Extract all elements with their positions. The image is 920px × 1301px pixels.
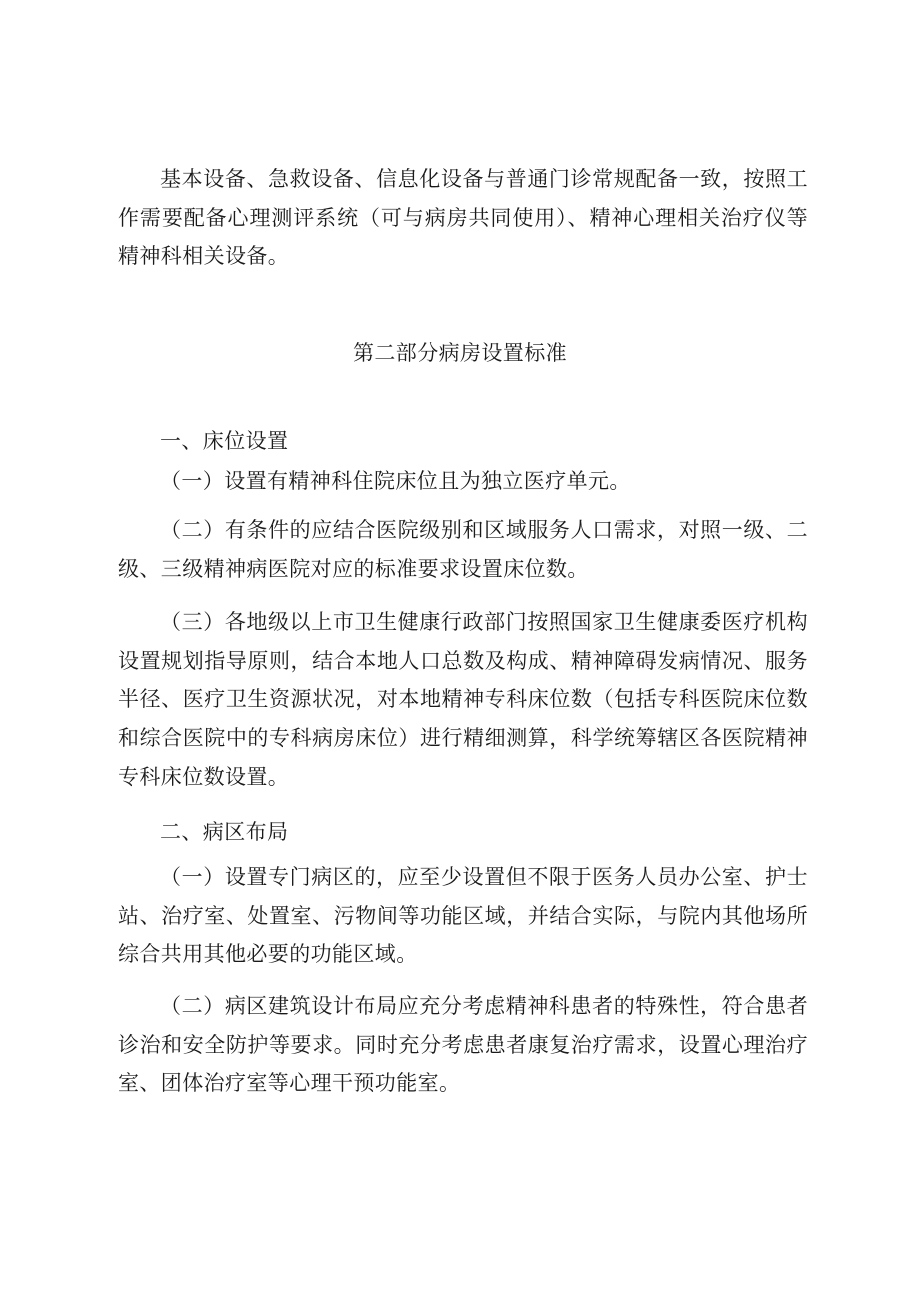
ward-item-2: （二）病区建筑设计布局应充分考虑精神科患者的特殊性，符合患者诊治和安全防护等要求。同时充分考虑患者康复治疗需求，设置心理治疗室、团体治疗室等心理干预功能室。 — [118, 994, 808, 1096]
part-title: 第二部分病房设置标准 — [353, 341, 567, 365]
section-heading-beds: 一、床位设置 — [160, 429, 289, 453]
section-heading-ward-layout: 二、病区布局 — [160, 820, 289, 844]
beds-item-3: （三）各地级以上市卫生健康行政部门按照国家卫生健康委医疗机构设置规划指导原则，结合本地人口总数及构成、精神障碍发病情况、服务半径、医疗卫生资源状况，对本地精神专科床位数（包括专科医院床位数和综合医院中的专科病房床位）进行精细测算，科学统筹辖区各医院精神专科床位数设置。 — [118, 610, 808, 789]
intro-paragraph: 基本设备、急救设备、信息化设备与普通门诊常规配备一致，按照工作需要配备心理测评系统（可与病房共同使用）、精神心理相关治疗仪等精神科相关设备。 — [118, 167, 808, 269]
beds-item-2: （二）有条件的应结合医院级别和区域服务人口需求，对照一级、二级、三级精神病医院对应的标准要求设置床位数。 — [118, 518, 808, 581]
beds-item-1: （一）设置有精神科住院床位且为独立医疗单元。 — [160, 469, 631, 493]
ward-item-1: （一）设置专门病区的，应至少设置但不限于医务人员办公室、护士站、治疗室、处置室、污物间等功能区域，并结合实际，与院内其他场所综合共用其他必要的功能区域。 — [118, 865, 808, 967]
